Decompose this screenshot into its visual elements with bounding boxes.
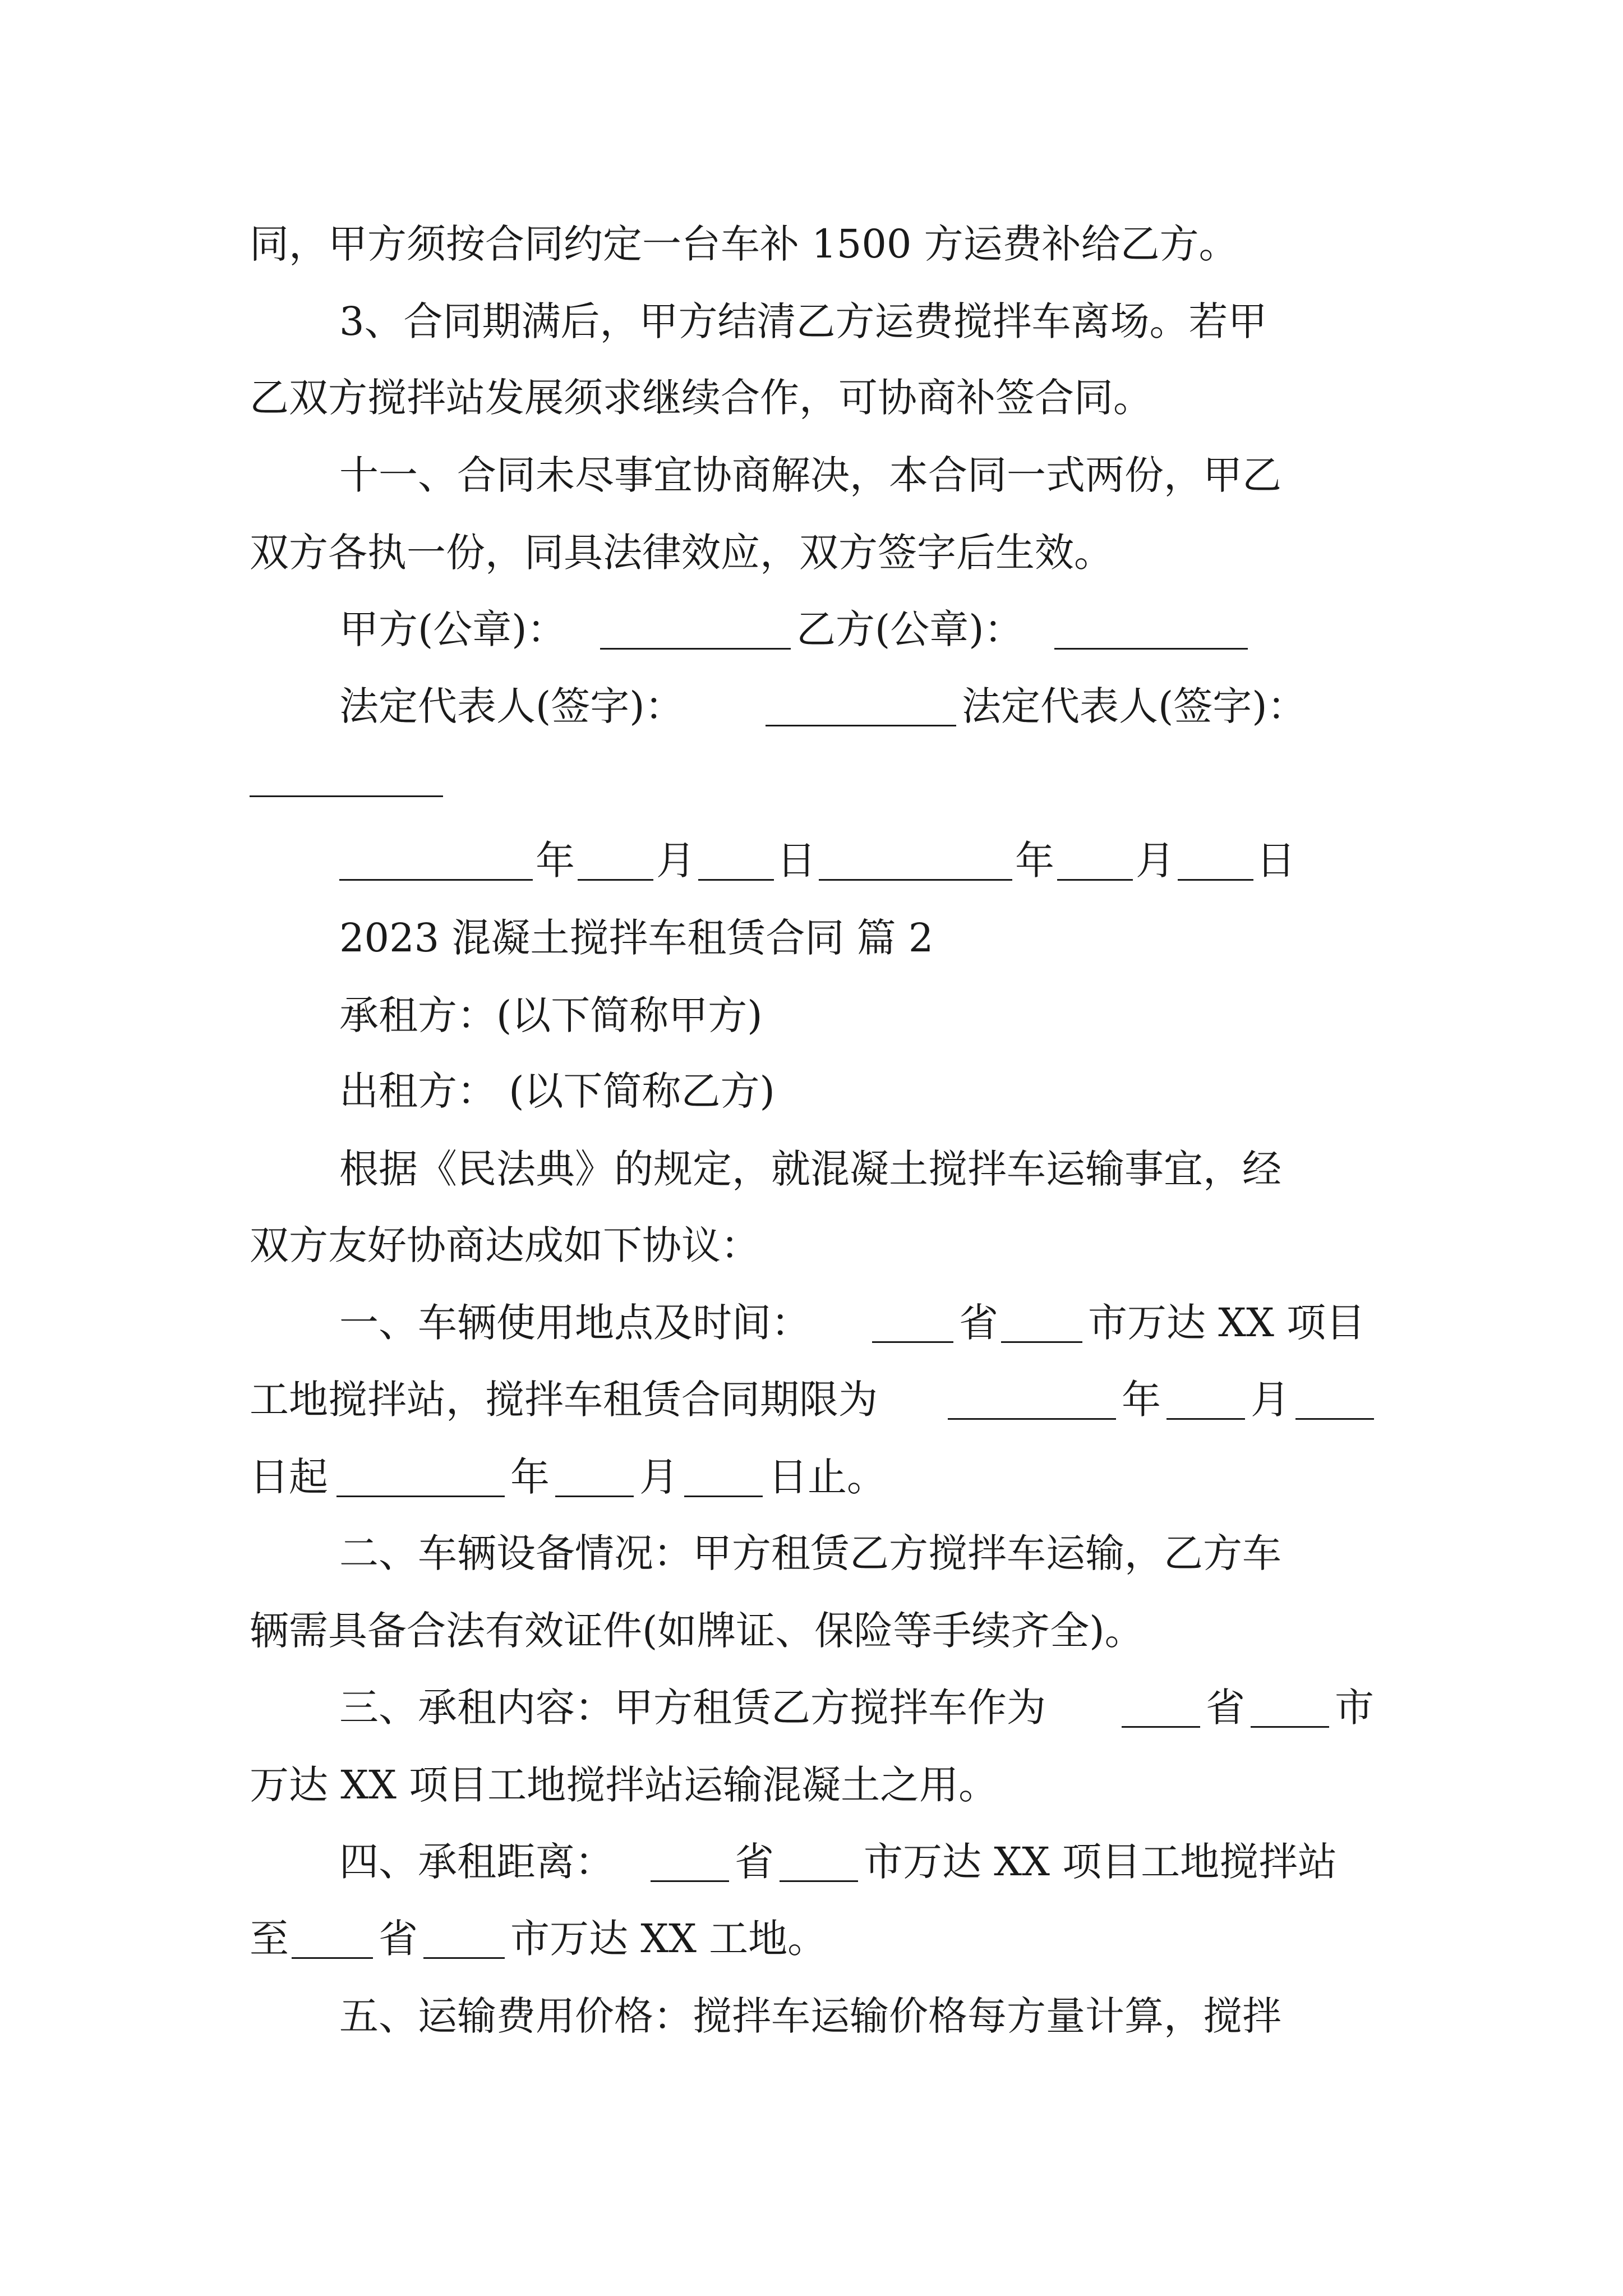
clause-4-province-blank-2 (292, 1957, 373, 1959)
clause-1-province-blank (872, 1341, 953, 1343)
clause-3-line-1 (0, 1682, 1623, 1733)
paragraph-text: 同，甲方须按合同约定一台车补 1500 方运费补给乙方。 (250, 221, 1238, 267)
clause-1-year-blank (948, 1418, 1116, 1420)
date-day-label: 日 (777, 838, 816, 884)
clause-1-city-label: 市万达 XX 项目 (1088, 1300, 1366, 1346)
signature-line-seal (0, 604, 1623, 655)
paragraph-text: 双方友好协商达成如下协议： (250, 1222, 760, 1268)
text-line (0, 296, 1623, 347)
date-year-label-2: 年 (1015, 838, 1054, 884)
clause-4-city-blank-2 (423, 1957, 505, 1959)
paragraph-text: 五、运输费用价格：搅拌车运输价格每方量计算，搅拌 (339, 1993, 1281, 2039)
text-line (0, 1220, 1623, 1271)
paragraph-text: 日起 (250, 1454, 328, 1500)
date-day-label-2: 日 (1256, 838, 1295, 884)
clause-1-month-blank (1166, 1418, 1245, 1420)
clause-1-day-blank (1295, 1418, 1374, 1420)
paragraph-text: 辆需具备合法有效证件(如牌证、保险等手续齐全)。 (250, 1608, 1144, 1654)
date-year-blank-2 (819, 879, 1012, 881)
party-a-rep-label: 法定代表人(签字)： (339, 683, 684, 729)
section-title (0, 913, 1623, 963)
clause-3-city-blank (1251, 1726, 1329, 1728)
clause-4-province-label-2: 省 (379, 1916, 418, 1962)
clause-2-line-2 (0, 1605, 1623, 1656)
clause-4-province-blank (651, 1880, 729, 1882)
clause-4-city-blank (780, 1880, 858, 1882)
party-a-seal-label: 甲方(公章)： (339, 606, 566, 652)
date-month-label: 月 (656, 838, 695, 884)
clause-4-label: 四、承租距离： (339, 1839, 614, 1885)
text-line (0, 450, 1623, 500)
paragraph-text: 工地搅拌站，搅拌车租赁合同期限为 (250, 1377, 878, 1423)
lessor-label: 出租方： (以下简称乙方) (339, 1068, 775, 1114)
clause-4-line-2 (0, 1913, 1623, 1964)
text-line (0, 527, 1623, 578)
date-year-label: 年 (536, 838, 575, 884)
clause-2-line-1 (0, 1528, 1623, 1579)
paragraph-text: 3、合同期满后，甲方结清乙方运费搅拌车离场。若甲 (339, 298, 1267, 344)
clause-3-label: 三、承租内容：甲方租赁乙方搅拌车作为 (339, 1685, 1046, 1731)
date-year-blank (339, 879, 533, 881)
clause-1-line-3 (0, 1452, 1623, 1502)
clause-3-province-label: 省 (1206, 1685, 1245, 1731)
clause-1-label: 一、车辆使用地点及时间： (339, 1300, 810, 1346)
clause-4-to-label: 至 (250, 1916, 289, 1962)
text-line (0, 1066, 1623, 1116)
party-a-rep-blank (766, 725, 956, 726)
signature-line-representative (0, 681, 1623, 731)
clause-4-line-1 (0, 1837, 1623, 1887)
paragraph-text: 十一、合同未尽事宜协商解决，本合同一式两份，甲乙 (339, 452, 1281, 498)
date-month-blank-2 (1057, 879, 1133, 881)
clause-4-province-label: 省 (735, 1839, 774, 1885)
clause-1-end-label: 日止。 (768, 1454, 886, 1500)
clause-1-line-2 (0, 1374, 1623, 1425)
date-month-blank (578, 879, 653, 881)
clause-5-line-1 (0, 1991, 1623, 2041)
clause-4-city-label-2: 市万达 XX 工地。 (510, 1916, 827, 1962)
text-line (0, 1144, 1623, 1194)
date-month-label-2: 月 (1136, 838, 1175, 884)
paragraph-text: 双方各执一份，同具法律效应，双方签字后生效。 (250, 530, 1113, 576)
text-line (0, 372, 1623, 423)
date-day-blank (698, 879, 774, 881)
party-a-seal-blank (600, 648, 791, 650)
clause-1-day-blank-2 (684, 1496, 763, 1497)
text-line (0, 990, 1623, 1041)
clause-3-line-2 (0, 1760, 1623, 1810)
clause-1-month-label: 月 (1251, 1377, 1290, 1423)
text-line (0, 219, 1623, 269)
party-b-rep-blank (250, 795, 443, 797)
clause-4-city-label: 市万达 XX 项目工地搅拌站 (864, 1839, 1338, 1885)
clause-1-year-label-2: 年 (510, 1454, 550, 1500)
paragraph-text: 乙双方搅拌站发展须求继续合作，可协商补签合同。 (250, 375, 1152, 421)
party-b-rep-label: 法定代表人(签字)： (962, 683, 1307, 729)
contract-title: 2023 混凝土搅拌车租赁合同 篇 2 (339, 915, 934, 961)
clause-3-province-blank (1122, 1726, 1200, 1728)
date-line (0, 835, 1623, 886)
clause-1-province-label: 省 (959, 1300, 998, 1346)
lessee-label: 承租方：(以下简称甲方) (339, 992, 763, 1038)
paragraph-text: 二、车辆设备情况：甲方租赁乙方搅拌车运输，乙方车 (339, 1530, 1281, 1576)
clause-3-city-label: 市 (1335, 1685, 1374, 1731)
clause-1-city-blank (1001, 1341, 1082, 1343)
date-day-blank-2 (1178, 879, 1253, 881)
party-b-seal-blank (1054, 648, 1248, 650)
party-b-seal-label: 乙方(公章)： (796, 606, 1023, 652)
clause-1-year-label: 年 (1122, 1377, 1161, 1423)
clause-1-year-blank-2 (336, 1496, 505, 1497)
clause-1-month-blank-2 (555, 1496, 634, 1497)
paragraph-text: 根据《民法典》的规定，就混凝土搅拌车运输事宜，经 (339, 1146, 1281, 1192)
clause-1-line-1 (0, 1297, 1623, 1348)
paragraph-text: 万达 XX 项目工地搅拌站运输混凝土之用。 (250, 1762, 998, 1808)
clause-1-month-label-2: 月 (639, 1454, 679, 1500)
